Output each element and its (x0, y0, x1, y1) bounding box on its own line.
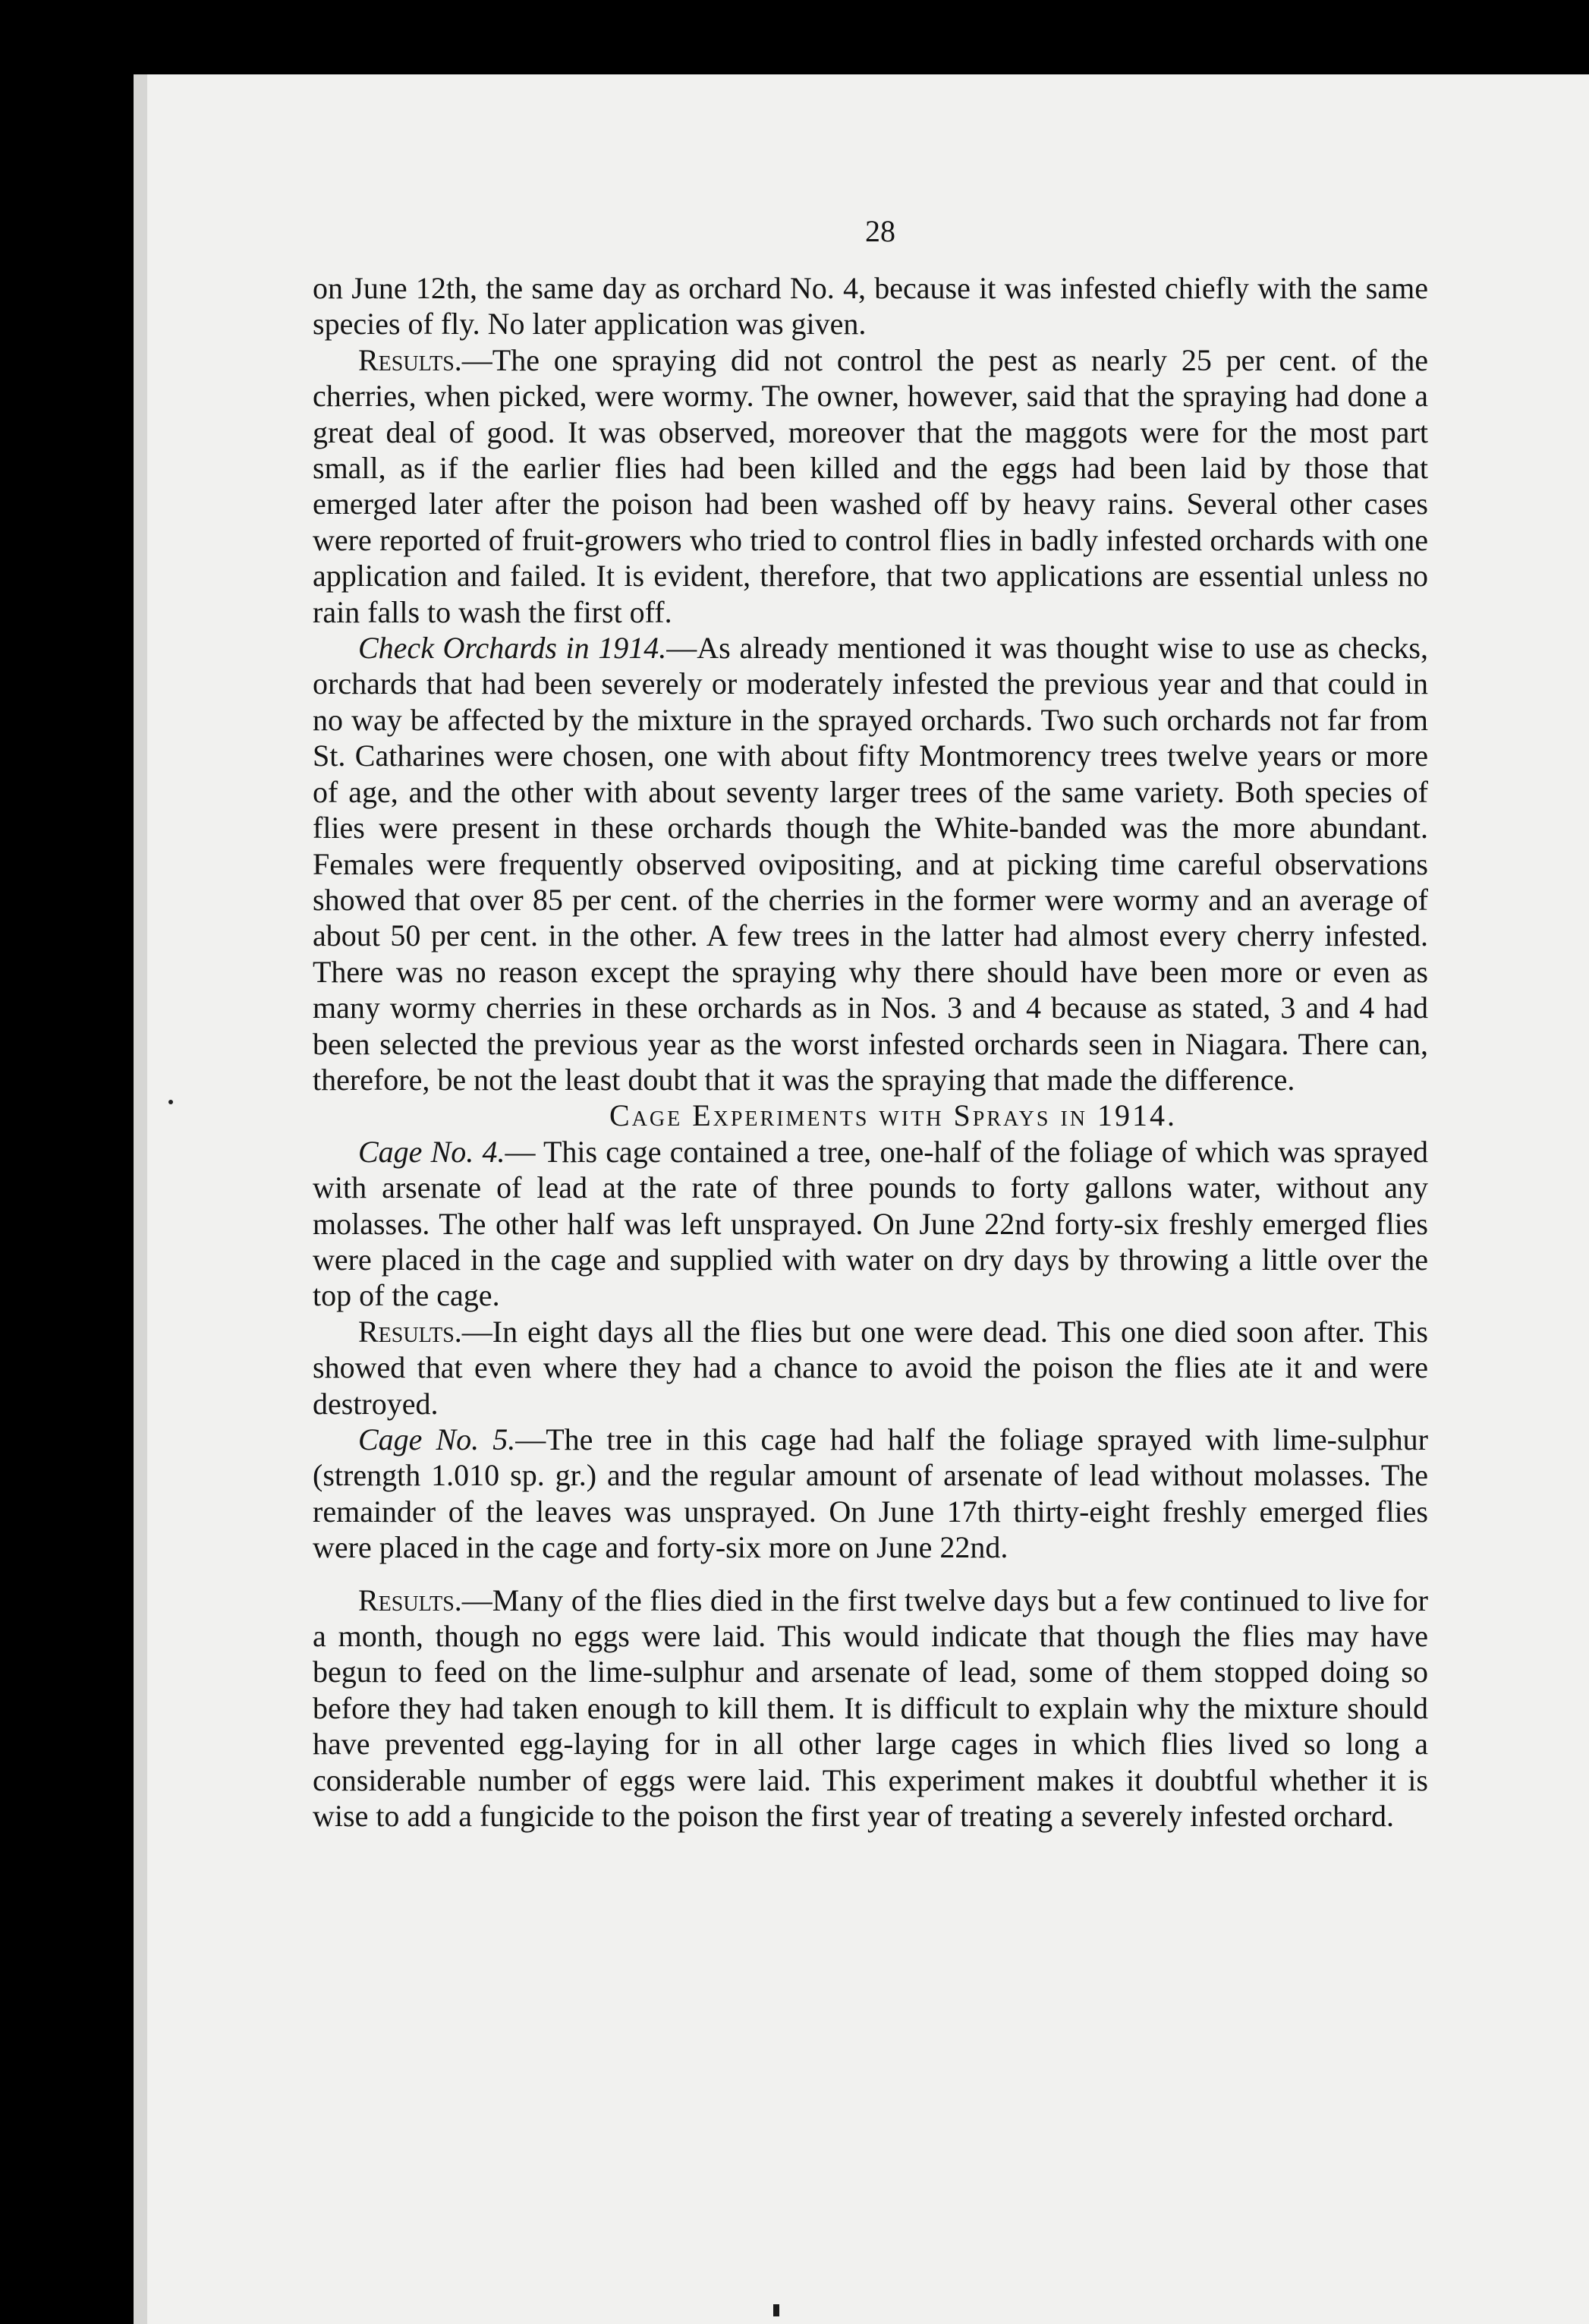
ink-speck (168, 1100, 173, 1104)
section-heading: Cage Experiments with Sprays in 1914. (609, 1098, 1177, 1133)
paragraph-check-orchards (313, 630, 1428, 1097)
paragraph-text: —Many of the flies died in the first twelve days but a few continued to live for a month, though no eggs were laid. This would indicate that though the flies may have begun to feed on the lime-sulphur and arsenate of lead, some of them stopped doing so before they had taken enough to kill them. It is difficult to explain why the mixture should have prevented egg-laying for in all other large cages in which flies lived so long a considerable number of eggs were laid. This experiment makes it doubtful whether it is wise to add a fungicide to the poison the first year of treating a severely infested orchard. (313, 1582, 1428, 1834)
paragraph-cage-5 (313, 1422, 1428, 1566)
check-orchards-lead: Check Orchards in 1914. (358, 631, 667, 666)
paragraph-text: on June 12th, the same day as orchard No. 4, because it was infested chiefly with the same species of fly. No later application was given. (313, 271, 1428, 342)
paragraph-cage-4 (313, 1134, 1428, 1314)
page-number: 28 (865, 214, 895, 248)
cage-4-lead: Cage No. 4. (358, 1134, 505, 1169)
scan-mark (773, 2304, 779, 2316)
results-lead: Results. (358, 1314, 462, 1349)
paragraph-text: —As already mentioned it was thought wise to use as checks, orchards that had been severely or moderately infested the previous year and that could in no way be affected by the mixture in the sprayed orchards. Two such orchards not far from St. Catharines were chosen, one with about fifty Montmorency trees twelve years or more of age, and the other with about seventy larger trees of the same variety. Both species of flies were present in these orchards though the White-banded was the more abundant. Females were frequently observed ovipositing, and at picking time careful observations showed that over 85 per cent. of the cherries in the former were wormy and an average of about 50 per cent. in the other. A few trees in the latter had almost every cherry infested. There was no reason except the spraying why there should have been more or even as many wormy cherries in these orchards as in Nos. 3 and 4 because as stated, 3 and 4 had been selected the previous year as the worst infested orchards seen in Niagara. There can, therefore, be not the least doubt that it was the spraying that made the difference. (313, 631, 1428, 1097)
paragraph-text: —The tree in this cage had half the foliage sprayed with lime-sulphur (strength 1.010 sp. gr.) and the regular amount of arsenate of lead without molasses. The remainder of the leaves was unsprayed. On June 17th thirty-eight freshly emerged flies were placed in the cage and forty-six more on June 22nd. (313, 1422, 1428, 1565)
paragraph-results-1 (313, 342, 1428, 630)
paragraph-text: —The one spraying did not control the pest as nearly 25 per cent. of the cherries, when picked, were wormy. The owner, however, said that the spraying had done a great deal of good. It was observed, moreover that the maggots were for the most part small, as if the earlier flies had been killed and the eggs had been laid by those that emerged later after the poison had been washed off by heavy rains. Several other cases were reported of fruit-growers who tried to control flies in badly infested orchards with one application and failed. It is evident, therefore, that two applications are essential unless no rain falls to wash the first off. (313, 342, 1428, 629)
cage-5-lead: Cage No. 5. (358, 1422, 516, 1456)
body-text (313, 270, 1428, 1834)
paragraph-text: —In eight days all the flies but one were dead. This one died soon after. This showed that even where they had a chance to avoid the poison the flies ate it and were destroyed. (313, 1314, 1428, 1421)
paragraph-results-2 (313, 1314, 1428, 1422)
results-lead: Results. (358, 1582, 462, 1617)
paragraph-continuation (313, 270, 1428, 342)
results-lead: Results. (358, 342, 462, 377)
paragraph-results-3 (313, 1582, 1428, 1834)
page-edge-shadow (134, 74, 147, 2324)
paragraph-text: — This cage contained a tree, one-half of the foliage of which was sprayed with arsenate of lead at the rate of three pounds to forty gallons water, without any molasses. The other half was left unsprayed. On June 22nd forty-six freshly emerged flies were placed in the cage and supplied with water on dry days by throwing a little over the top of the cage. (313, 1134, 1428, 1313)
